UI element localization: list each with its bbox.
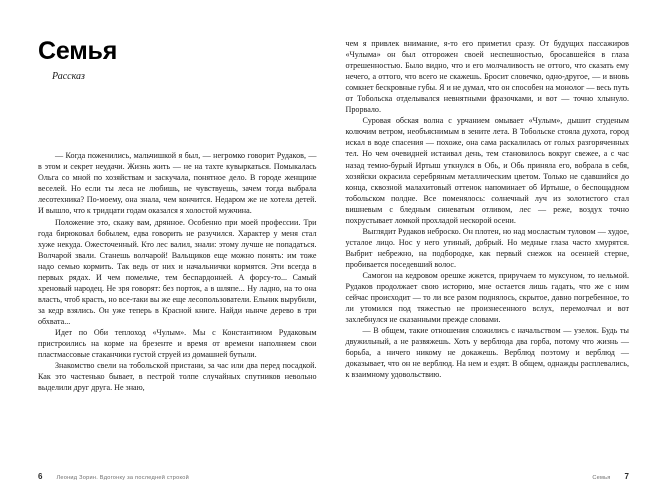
left-page-running-footer — [38, 472, 189, 481]
paragraph: Суровая обская волна с урчанием омывает «Чулым», дышит студеным колючим ветром, необъяснимым в зените лета. В Тобольске стояла духота, город искал в воде спасения — похоже, она сама раскалилась от голых разгоряченных тел. Но чем очевидней истаивал день, тем становилось вокруг свежее, а с час назад темно-бурый Иртыш уткнулся в Обь, и Обь приняла его, вобрала в себя, хозяйски окрасила серебряным металлическим цветом. Только не сдавшийся до конца, сквозной малахитовый оттенок напоминает об Иртыше, о беспощадном тобольском полдне. Все поменялось: солнечный луч из золотистого стал вишневым с бледным синеватым отливом, лес — реже, воздух точно похрустывает ломкой прохладой нескорой осени. — [345, 116, 629, 225]
chapter-title-footer: Семья — [592, 474, 611, 481]
right-page — [334, 0, 667, 500]
left-page-body — [38, 150, 317, 393]
page-title: Семья — [38, 37, 118, 65]
paragraph: — В общем, такие отношения сложились с начальством — узелок. Будь ты двужильный, а не развяжешь. Хоть у верблюда два горба, потому что жизнь — борьба, а ничего никому не докажешь. Верблюд поэтому и верблюд — доказывает, что он не верблюд. На нем и ездят. В общем, однажды расплевались, к взаимному удовольствию. — [345, 326, 629, 380]
page-number: 7 — [624, 472, 629, 481]
right-page-body — [346, 38, 630, 380]
paragraph: Знакомство свели на тобольской пристани, за час или два перед посадкой. Как это частенько бывает, в пестрой толпе случайных спутников невольно выделили друг друга. Не знаю, — [38, 361, 317, 393]
heading-spacer — [38, 82, 317, 150]
paragraph: — Когда поженились, мальчишкой я был, — негромко говорит Рудаков, — в этом и секрет неудачи. Жизнь жить — не на тахте кувыркаться. Помыкалась Ольга со мной по хозяйствам и заскучала, понятное дело. В городе женщине веселей. Но если ты леса не любишь, не чувствуешь, зачем тогда выбрала лесотехника? По-моему, она знала, чем кончится. Недаром же не хотела детей. И вышло, что к тридцати годам оказался я холостой мужчина. — [38, 151, 317, 216]
paragraph-continuation: чем я привлек внимание, я-то его приметил сразу. От будущих пассажиров «Чулыма» он был отгорожен своей неспешностью, бросавшейся в глаза отрешенностью. Было видно, что и его молчаливость не оттого, что сказать ему нечего, а оттого, что всего не скажешь. Бросит словечко, одно-другое, — и вновь сомкнет бескровные губы. Я и не думал, что он способен на монолог — весь путь от Тобольска отделывался невнятными фразочками, и вот — точно хлынуло. Прорвало. — [345, 39, 629, 115]
left-page-text-column — [38, 38, 317, 393]
paragraph: Выглядит Рудаков неброско. Он плотен, но над мосластым туловом — худое, усталое лицо. Нос у него утиный, добрый. Но медные глаза часто хмурятся. Выбрит небрежно, на подбородке, как первый снежок на осенней стерне, пробивается поседевший волос. — [345, 226, 629, 269]
book-title-footer: Леонид Зорин. Вдогонку за последней строкой — [56, 474, 189, 481]
paragraph: Положение это, скажу вам, дрянное. Особенно при моей профессии. Три года бирюковал бобылем, едва говорить не разучился. Характер у меня стал хуже некуда. Ожесточенный. Кто лес валил, знали: этому лучше не попадаться. Волчарой звали. Станешь волчарой! Вальщиков еще можно понять: им тоже надо семью кормить. Так ведь от них и начальнички кормятся. Эти всегда в первых рядах. И чем помельче, тем беспардонней. А форсу-то... Самый хреновый народец. Не зря говорят: без порток, а в шляпе... Ну ладно, на то она власть, чтоб красть, но все-таки вы же еще лесопользователи. Ельник вырубили, за кедр взялись. Он уже теперь в Красной книге. Найди нынче дерево в три обхвата... — [38, 217, 317, 326]
right-page-text-column — [346, 38, 630, 380]
right-page-running-footer — [592, 472, 629, 481]
page-number: 6 — [38, 472, 43, 481]
paragraph: Самогон на кедровом орешке жжется, приручаем то муксуном, то нельмой. Рудаков продолжает свою историю, мне остается лишь гадать, что же с ним сейчас происходит — то ли все разом поднялось, скрытое, давно погребенное, то ли утомился под тяжестью не произнесенного вслух, перемолчал и вот захлебнулся не сказанными прежде словами. — [345, 270, 629, 325]
chapter-subtitle: Рассказ — [52, 71, 85, 83]
chapter-heading-block — [38, 38, 317, 82]
paragraph: Идет по Оби теплоход «Чулым». Мы с Константином Рудаковым пристроились на корме на брезенте и время от времени наполняем свои пластмассовые стаканчики густой струей из домашней бутыли. — [38, 328, 317, 360]
